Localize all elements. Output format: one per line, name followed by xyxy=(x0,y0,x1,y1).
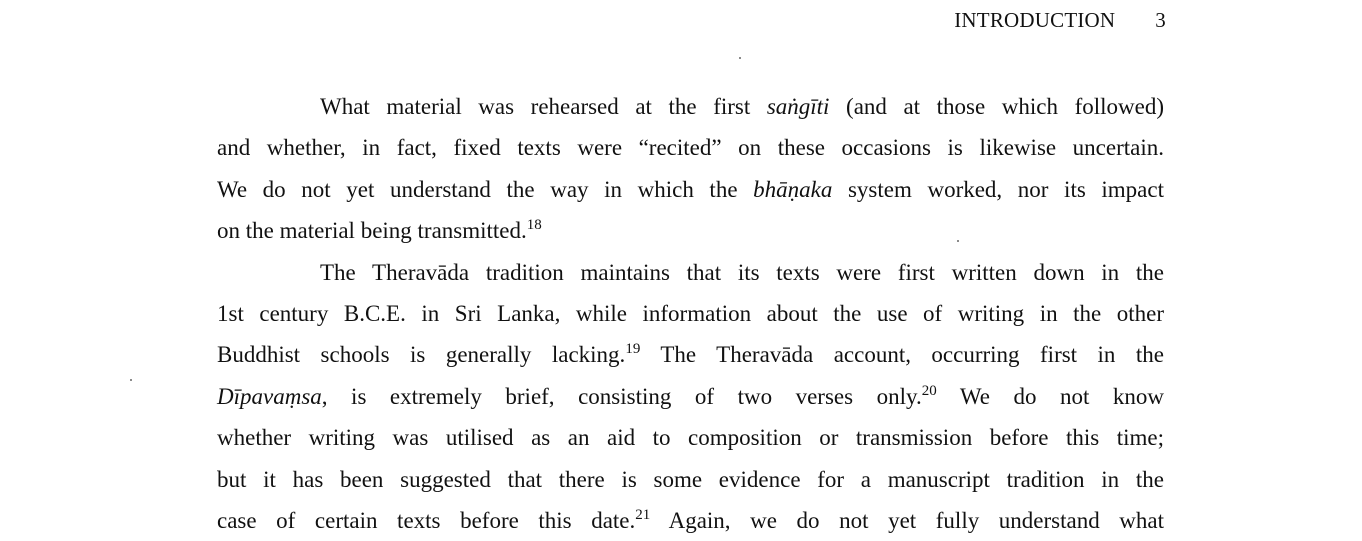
scan-speck xyxy=(957,240,959,242)
text-run: Buddhist schools is generally lacking. xyxy=(217,342,626,368)
text-run: We do not know xyxy=(936,383,1164,409)
text-run: but it has been suggested that there is some evidence for a manuscript tradition in the xyxy=(217,466,1164,492)
text-run: on the material being transmitted. xyxy=(217,218,527,244)
text-line xyxy=(217,500,1164,541)
scan-speck xyxy=(739,57,741,59)
text-run: 1st century B.C.E. in Sri Lanka, while information about the use of writing in the other xyxy=(217,300,1164,326)
italic-term: Dīpavaṃsa xyxy=(217,383,322,409)
text-run: The Theravāda tradition maintains that its texts were first written down in the xyxy=(320,259,1164,285)
text-run: We do not yet understand the way in which the xyxy=(217,176,754,202)
text-line xyxy=(217,376,1164,417)
text-run: What material was rehearsed at the first xyxy=(320,94,767,119)
footnote-ref: 19 xyxy=(625,341,641,358)
body-text xyxy=(217,86,1164,541)
text-run: Again, we do not yet fully understand what xyxy=(650,507,1164,533)
scan-speck xyxy=(130,379,132,381)
footnote-ref: 21 xyxy=(635,506,651,523)
text-run: whether writing was utilised as an aid to composition or transmission before this time; xyxy=(217,425,1164,451)
running-header xyxy=(954,8,1166,33)
italic-term: bhāṇaka xyxy=(753,176,833,202)
text-run: system worked, nor its impact xyxy=(832,176,1164,202)
text-line xyxy=(217,334,1164,375)
text-line xyxy=(217,86,1164,127)
text-run: The Theravāda account, occurring first in the xyxy=(640,342,1164,368)
text-run: and whether, in fact, fixed texts were “recited” on these occasions is likewise uncertain. xyxy=(217,135,1164,161)
running-header-title: INTRODUCTION xyxy=(954,8,1116,32)
text-run: (and at those which followed) xyxy=(829,94,1164,119)
text-run: , is extremely brief, consisting of two verses only. xyxy=(321,383,922,409)
text-run: case of certain texts before this date. xyxy=(217,507,636,533)
text-line xyxy=(217,252,1164,293)
text-line xyxy=(217,127,1164,168)
text-line xyxy=(217,210,1164,251)
text-line xyxy=(217,169,1164,210)
page-number: 3 xyxy=(1155,8,1166,32)
italic-term: saṅgīti xyxy=(766,94,830,119)
footnote-ref: 20 xyxy=(921,382,937,399)
text-line xyxy=(217,459,1164,500)
footnote-ref: 18 xyxy=(526,217,542,234)
text-line xyxy=(217,293,1164,334)
text-line xyxy=(217,417,1164,458)
